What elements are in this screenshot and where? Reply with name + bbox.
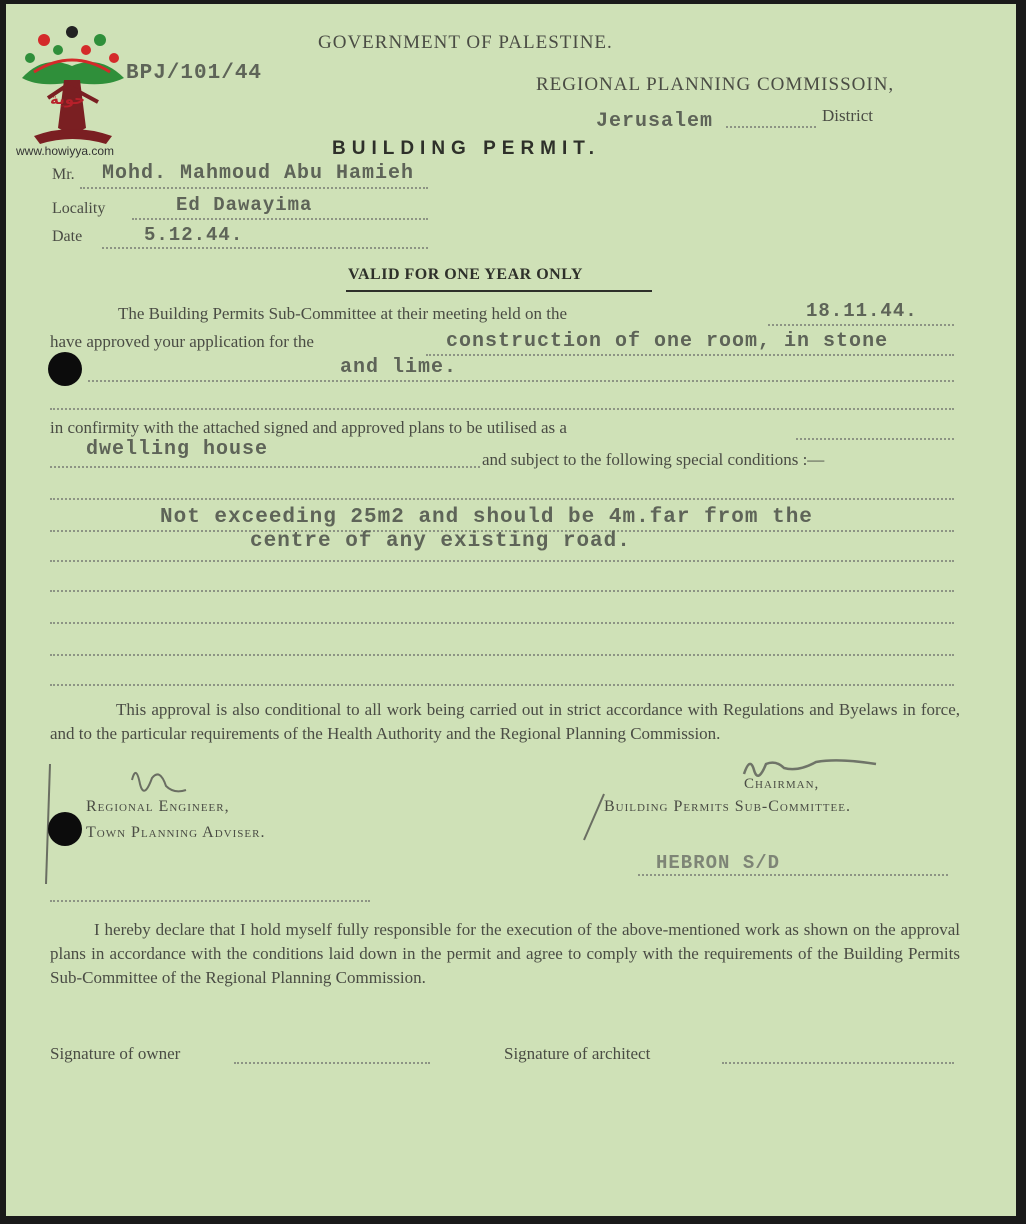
condition-line-1: Not exceeding 25m2 and should be 4m.far from the <box>160 506 813 529</box>
date-value: 5.12.44. <box>144 224 244 246</box>
approved-text: have approved your application for the <box>50 332 314 351</box>
commission-heading: REGIONAL PLANNING COMMISSOIN, <box>536 74 895 95</box>
stamp-dots <box>638 874 948 876</box>
name-dots <box>80 187 428 189</box>
conditions-dots-4 <box>50 590 954 592</box>
confirmity-text: in confirmity with the attached signed and approved plans to be utilised as a <box>50 418 567 437</box>
architect-signature-label: Signature of architect <box>504 1044 651 1063</box>
valid-notice: VALID FOR ONE YEAR ONLY <box>348 266 583 283</box>
government-heading: GOVERNMENT OF PALESTINE. <box>318 32 613 53</box>
meeting-text: The Building Permits Sub-Committee at their meeting held on the <box>118 304 568 323</box>
condition-line-2: centre of any existing road. <box>250 530 631 553</box>
application-dots-3 <box>50 408 954 410</box>
application-dots-1 <box>426 354 954 356</box>
locality-label: Locality <box>52 200 106 217</box>
application-line-2: and lime. <box>340 356 458 379</box>
reference-number: BPJ/101/44 <box>126 62 263 85</box>
conditions-dots-1 <box>50 498 954 500</box>
district-dots <box>726 126 816 128</box>
date-label: Date <box>52 228 83 245</box>
applicant-name: Mohd. Mahmoud Abu Hamieh <box>102 162 415 185</box>
chairman-label: Chairman, <box>744 776 820 792</box>
valid-underline <box>346 290 652 292</box>
punch-hole-top <box>48 352 82 386</box>
use-dots <box>50 466 480 468</box>
architect-signature-line[interactable] <box>722 1062 954 1064</box>
locality-dots <box>132 218 428 220</box>
conditions-text: and subject to the following special conditions :— <box>482 450 825 469</box>
approval-paragraph: This approval is also conditional to all work being carried out in strict accordance with Regulations and Byelaws in force, and to the particular requirements of the Health Authority and the Regional Planning Commission. <box>50 700 960 743</box>
owner-signature-label: Signature of owner <box>50 1044 181 1063</box>
application-line-1: construction of one room, in stone <box>446 330 889 353</box>
confirmity-dots <box>796 438 954 440</box>
town-planning-adviser-label: Town Planning Adviser. <box>86 824 266 841</box>
application-dots-2 <box>88 380 954 382</box>
conditions-dots-5 <box>50 622 954 624</box>
document-title: BUILDING PERMIT. <box>332 138 601 159</box>
owner-signature-line[interactable] <box>234 1062 430 1064</box>
district-value: Jerusalem <box>596 110 714 133</box>
meeting-date: 18.11.44. <box>806 300 918 322</box>
meeting-dots <box>768 324 954 326</box>
conditions-dots-3 <box>50 560 954 562</box>
declaration-paragraph: I hereby declare that I hold myself fully responsible for the execution of the above-mentioned work as shown on the approval plans in accordance with the conditions laid down in the permit and agree to comply with the requirements of the Building Permits Sub-Committee of the Regional Planning Commission. <box>50 920 960 987</box>
district-label: District <box>822 106 873 125</box>
sub-committee-label: Building Permits Sub-Committee. <box>604 798 851 815</box>
date-dots <box>102 247 428 249</box>
logo-arabic-text: حوية <box>50 90 85 108</box>
mr-label: Mr. <box>52 166 75 183</box>
punch-hole-bottom <box>48 812 82 846</box>
use-value: dwelling house <box>86 438 269 461</box>
conditions-dots-6 <box>50 654 954 656</box>
logo-website-link[interactable]: www.howiyya.com <box>16 144 115 158</box>
hebron-stamp: HEBRON S/D <box>656 852 781 874</box>
regional-engineer-label: Regional Engineer, <box>86 798 230 815</box>
divider-dots <box>50 900 370 902</box>
conditions-dots-7 <box>50 684 954 686</box>
locality-value: Ed Dawayima <box>176 194 313 216</box>
permit-document <box>6 4 1016 1216</box>
